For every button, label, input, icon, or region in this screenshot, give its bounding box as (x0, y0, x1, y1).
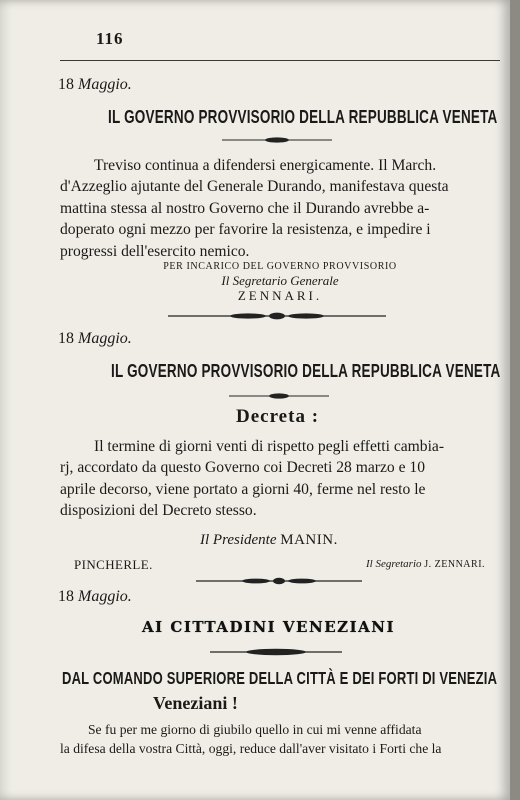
section-1-sign-office: PER INCARICO DEL GOVERNO PROVVISORIO (163, 261, 397, 272)
section-3-paragraph (60, 720, 500, 758)
salutation: Veneziani ! (153, 693, 238, 713)
decree-word: Decreta : (236, 406, 320, 427)
section-2-paragraph (60, 436, 500, 522)
section-3-heading: DAL COMANDO SUPERIORE DELLA CITTÀ E DEI FORTI DI VENEZIA (62, 668, 498, 689)
section-2-date (58, 330, 132, 348)
signer-right-name: J. ZENNARI. (424, 559, 486, 570)
president-signature (200, 532, 338, 549)
top-rule (60, 60, 500, 61)
section-1-sign-name: ZENNARI. (237, 288, 323, 303)
date-number: 18 (58, 330, 74, 347)
president-name: MANIN. (280, 532, 338, 548)
section-1-sign-title: Il Segretario Generale (221, 273, 339, 288)
paragraph-line: doperato ogni mezzo per favorire la resistenza, e impedire i (60, 221, 431, 239)
date-number: 18 (58, 588, 74, 605)
section-3-date (58, 588, 132, 606)
page-number: 116 (96, 29, 124, 48)
section-1-heading: IL GOVERNO PROVVISORIO DELLA REPUBBLICA VENETA (108, 107, 498, 128)
paragraph-line: mattina stessa al nostro Governo che il Durando avrebbe a- (60, 199, 430, 217)
section-1-paragraph (60, 155, 500, 262)
date-month: Maggio. (78, 76, 132, 93)
citizens-heading: AI CITTADINI VENEZIANI (142, 618, 395, 636)
section-1-date (58, 76, 132, 94)
section-2-ornament (229, 392, 329, 400)
paragraph-line: rj, accordato da questo Governo coi Decreti 28 marzo e 10 (60, 459, 426, 477)
paragraph-line: la difesa della vostra Città, oggi, reduce dall'aver visitato i Forti che la (60, 741, 442, 756)
paragraph-line: d'Azzeglio ajutante del Generale Durando, manifestava questa (60, 178, 449, 196)
date-month: Maggio. (78, 588, 132, 605)
paragraph-line: disposizioni del Decreto stesso. (60, 502, 257, 520)
date-month: Maggio. (78, 330, 132, 347)
paragraph-line: progressi dell'esercito nemico. (60, 242, 250, 260)
signer-right (366, 558, 485, 570)
signer-left: PINCHERLE. (74, 557, 153, 572)
section-3-ornament (210, 647, 342, 657)
paragraph-line: Treviso continua a difendersi energicamente. Il March. (94, 157, 437, 174)
date-number: 18 (58, 76, 74, 93)
section-2-end-ornament (196, 576, 362, 586)
section-1-end-ornament (168, 311, 386, 321)
paragraph-line: Il termine di giorni venti di rispetto pegli effetti cambia- (94, 438, 445, 455)
paragraph-line: aprile decorso, viene portato a giorni 40, ferme nel resto le (60, 480, 426, 498)
paragraph-line: Se fu per me giorno di giubilo quello in cui mi venne affidata (88, 722, 422, 737)
section-2-heading: IL GOVERNO PROVVISORIO DELLA REPUBBLICA VENETA (111, 361, 501, 382)
signer-right-title: Il Segretario (366, 558, 422, 570)
president-title: Il Presidente (200, 532, 277, 548)
section-1-ornament (222, 136, 332, 144)
